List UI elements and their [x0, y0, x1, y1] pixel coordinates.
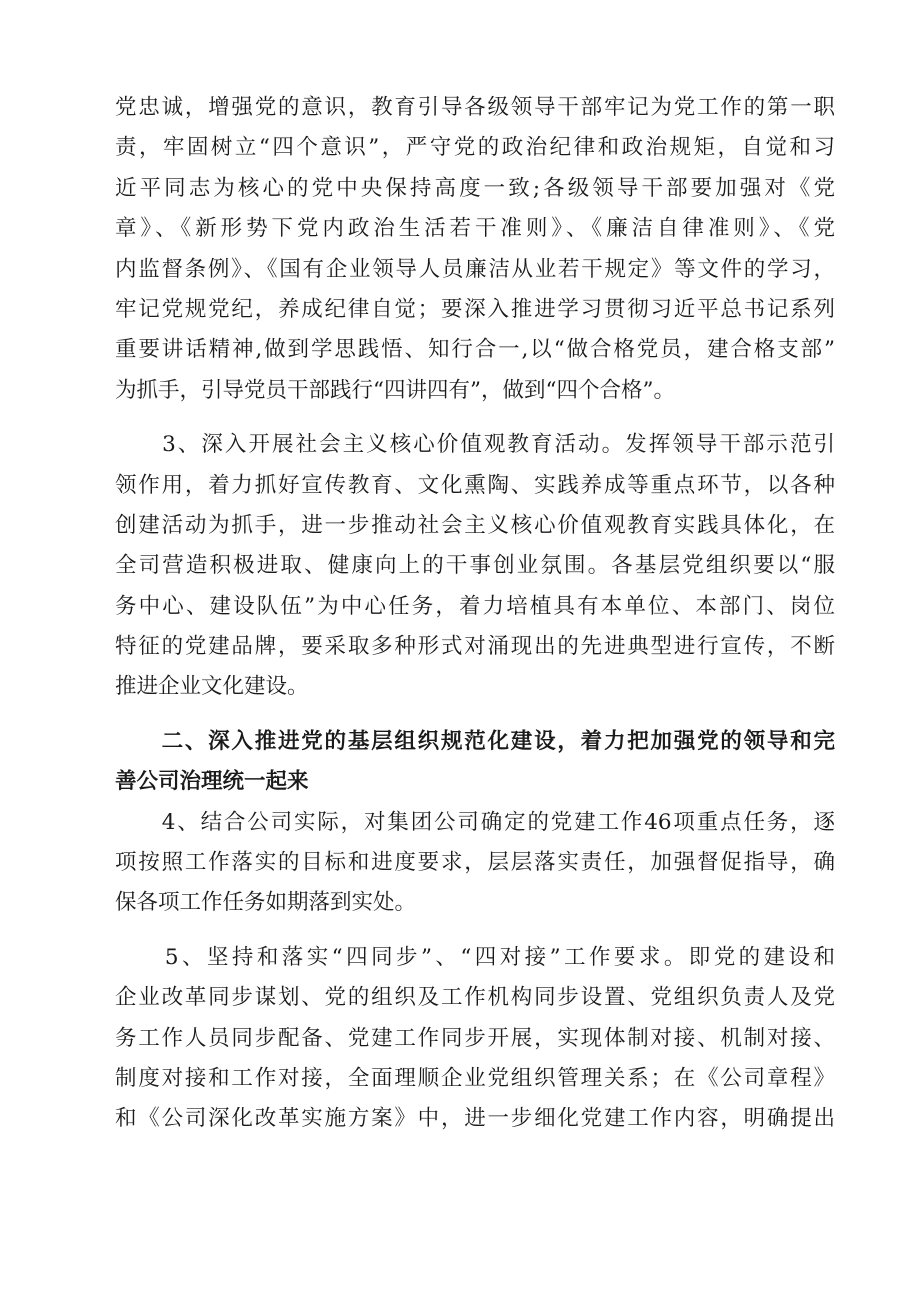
text-line: 5、坚持和落实“四同步”、“四对接”工作要求。即党的建设和: [115, 944, 835, 970]
text-line: 务工作人员同步配备、党建工作同步开展，实现体制对接、机制对接、: [115, 1025, 835, 1051]
text-line: 和《公司深化改革实施方案》中，进一步细化党建工作内容，明确提出: [115, 1106, 835, 1132]
text-line: 务中心、建设队伍”为中心任务，着力培植具有本单位、本部门、岗位: [115, 593, 835, 619]
text-line: 重要讲话精神,做到学思践悟、知行合一,以“做合格党员，建合格支部”: [115, 337, 835, 363]
text-line: 4、结合公司实际，对集团公司确定的党建工作46项重点任务，逐: [115, 809, 835, 835]
text-line: 党忠诚，增强党的意识，教育引导各级领导干部牢记为党工作的第一职: [115, 95, 835, 120]
text-line: 内监督条例》、《国有企业领导人员廉洁从业若干规定》等文件的学习，: [115, 256, 835, 282]
text-line: 3、深入开展社会主义核心价值观教育活动。发挥领导干部示范引: [115, 432, 835, 458]
paragraph-item-4: [115, 803, 835, 924]
paragraph-item-5: [115, 938, 835, 1140]
paragraph-item-3: [115, 425, 835, 708]
text-line: 全司营造积极进取、健康向上的干事创业氛围。各基层党组织要以“服: [115, 553, 835, 579]
text-line: 为抓手，引导党员干部践行“四讲四有”，做到“四个合格”。: [115, 377, 675, 403]
text-line: 企业改革同步谋划、党的组织及工作机构同步设置、党组织负责人及党: [115, 985, 835, 1011]
text-line: 特征的党建品牌，要采取多种形式对涌现出的先进典型进行宣传，不断: [115, 634, 835, 660]
heading-line: 善公司治理统一起来: [115, 769, 309, 795]
paragraph-spacer: [115, 924, 835, 938]
text-line: 推进企业文化建设。: [115, 674, 309, 700]
paragraph-continuation: [115, 88, 835, 411]
text-line: 制度对接和工作对接，全面理顺企业党组织管理关系；在《公司章程》: [115, 1065, 835, 1091]
text-line: 保各项工作任务如期落到实处。: [115, 890, 417, 916]
paragraph-spacer: [115, 411, 835, 425]
document-page: [115, 88, 835, 1140]
text-line: 牢记党规党纪，养成纪律自觉；要深入推进学习贯彻习近平总书记系列: [115, 296, 835, 322]
text-line: 创建活动为抓手，进一步推动社会主义核心价值观教育实践具体化，在: [115, 512, 835, 538]
section-heading: [115, 722, 835, 803]
text-line: 责，牢固树立“四个意识”，严守党的政治纪律和政治规矩，自觉和习: [115, 135, 835, 161]
paragraph-spacer: [115, 708, 835, 722]
heading-line: 二、深入推进党的基层组织规范化建设，着力把加强党的领导和完: [115, 728, 835, 754]
text-line: 章》、《新形势下党内政治生活若干准则》、《廉洁自律准则》、《党: [115, 216, 835, 242]
text-line: 项按照工作落实的目标和进度要求，层层落实责任，加强督促指导，确: [115, 850, 835, 876]
text-line: 近平同志为核心的党中央保持高度一致;各级领导干部要加强对《党: [115, 175, 835, 201]
text-line: 领作用，着力抓好宣传教育、文化熏陶、实践养成等重点环节，以各种: [115, 472, 835, 498]
